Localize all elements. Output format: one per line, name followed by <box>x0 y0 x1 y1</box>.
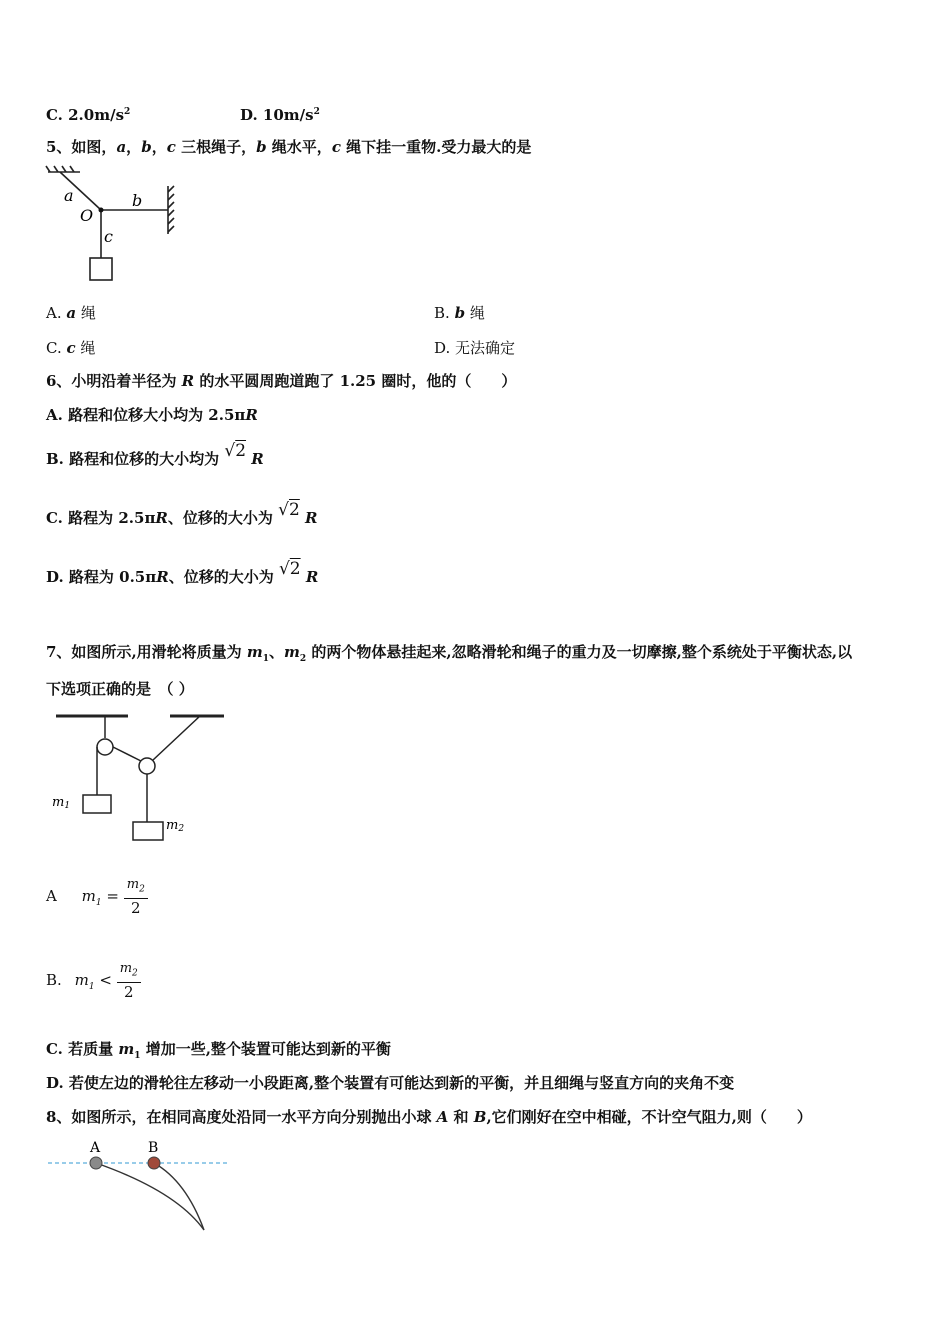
q7-label-m2: m2 <box>166 818 185 834</box>
q4-option-d: D. $10m/s^2$ <box>240 106 320 124</box>
q5-option-c: C. c 绳 <box>46 339 96 357</box>
q7-stem-line2: 下选项正确的是 （ ） <box>46 680 194 698</box>
q5-option-d: D. 无法确定 <box>434 339 516 357</box>
q7-label-m1: m1 <box>52 795 71 811</box>
q5-label-c: c <box>104 227 113 246</box>
q8-projectile-figure <box>46 1136 236 1236</box>
q5-option-a: A. a 绳 <box>46 304 96 322</box>
q6-stem: 6、小明沿着半径为 R 的水平圆周跑道跑了 1.25 圈时，他的（ ） <box>46 372 517 390</box>
q6-option-a: A. 路程和位移大小均为 2.5πR <box>46 406 258 424</box>
q6-option-b: B. 路程和位移的大小均为 √2 R <box>46 444 264 474</box>
q7-option-c: C. 若质量 $m_1$ 增加一些,整个装置可能达到新的平衡 <box>46 1040 391 1061</box>
q8-stem: 8、如图所示，在相同高度处沿同一水平方向分别抛出小球 A 和 B,它们刚好在空中相碰，不计空气阻力,则（ ） <box>46 1108 812 1126</box>
sqrt-symbol: √2 <box>224 441 247 461</box>
q7-pulley-figure <box>50 708 230 844</box>
q7-option-d: D. 若使左边的滑轮往左移动一小段距离,整个装置有可能达到新的平衡，并且细绳与竖直方向的夹角不变 <box>46 1074 735 1092</box>
q8-label-b: B <box>148 1140 159 1156</box>
sqrt-symbol: √2 <box>278 559 301 579</box>
ball-b <box>148 1157 160 1169</box>
q7-option-b: B. $m_1$ < $\frac{m_2}{2}$ <box>46 958 141 1009</box>
q5-option-b: B. b 绳 <box>434 304 485 322</box>
q7-stem-line1: 7、如图所示,用滑轮将质量为 $m_1$、$m_2$ 的两个物体悬挂起来,忽略滑轮和绳子的重力及一切摩擦,整个系统处于平衡状态,以 <box>46 643 853 664</box>
ball-a <box>90 1157 102 1169</box>
fraction: $\frac{m_2}{2}$ <box>117 961 141 1001</box>
q7-option-a: A $m_1$ = $\frac{m_2}{2}$ <box>46 874 148 925</box>
q8-label-a: A <box>90 1140 101 1156</box>
q5-stem: 5、如图，a，b，c 三根绳子，b 绳水平，c 绳下挂一重物.受力最大的是 <box>46 138 532 156</box>
sqrt-symbol: √2 <box>278 500 300 520</box>
q4-option-c: C. $2.0m/s^2$ <box>46 106 131 124</box>
fraction: $\frac{m_2}{2}$ <box>124 877 148 917</box>
q5-label-a: a <box>64 186 74 205</box>
q6-option-c: C. 路程为 2.5πR、位移的大小为 √2 R <box>46 503 318 533</box>
q5-label-b: b <box>132 191 143 210</box>
q5-label-o: O <box>80 206 94 225</box>
q5-rope-figure <box>44 164 184 286</box>
q6-option-d: D. 路程为 0.5πR、位移的大小为 √2 R <box>46 562 318 592</box>
